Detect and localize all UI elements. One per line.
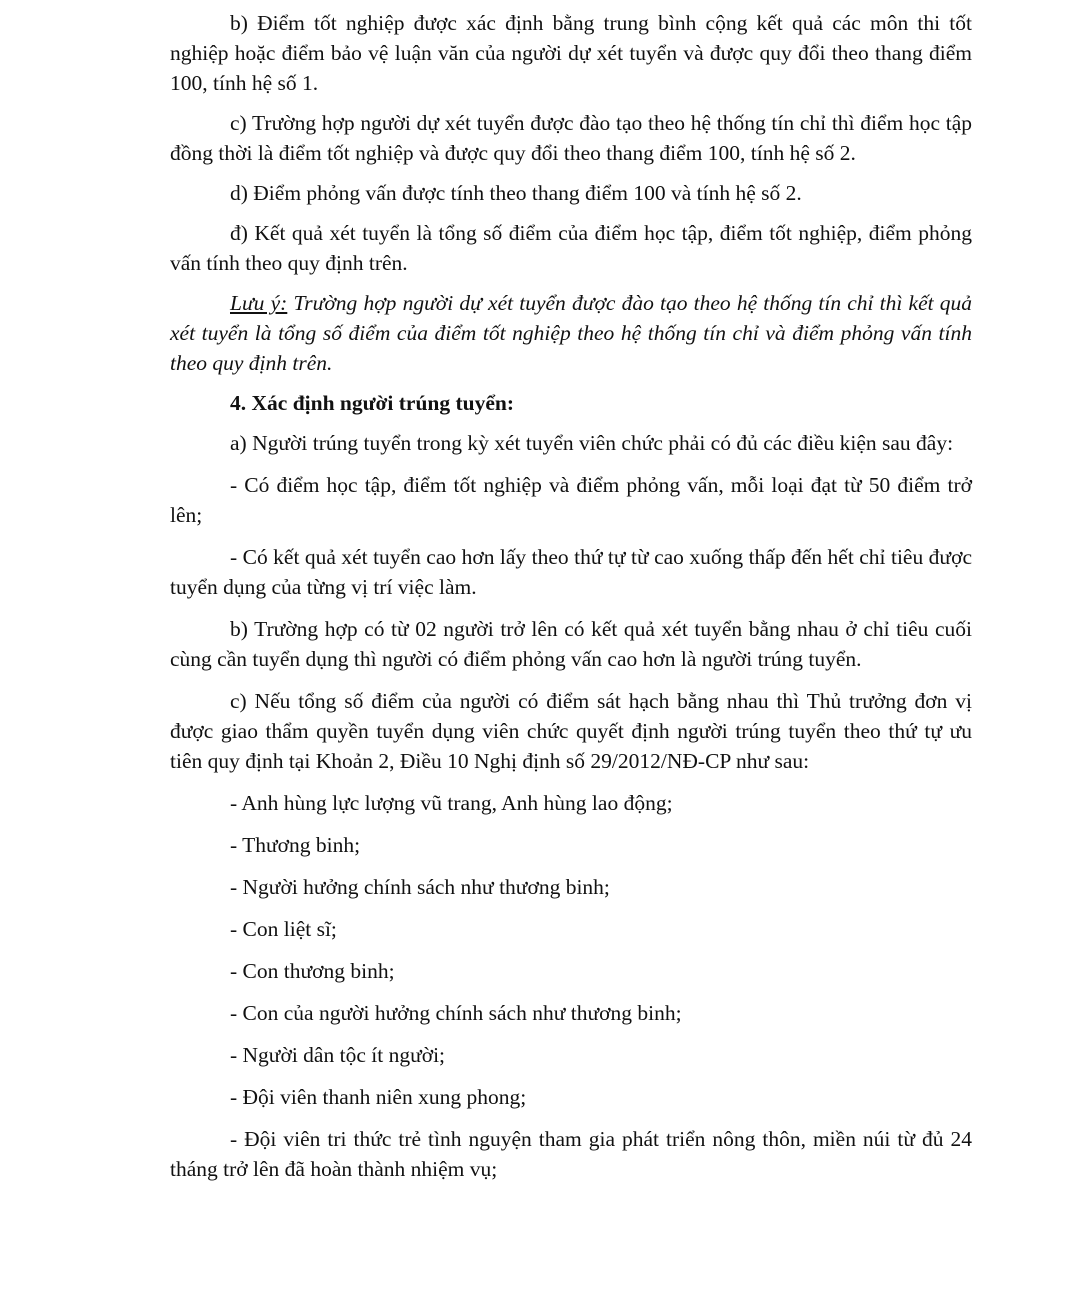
- condition-item: - Có điểm học tập, điểm tốt nghiệp và điểm phỏng vấn, mỗi loại đạt từ 50 điểm trở lên;: [170, 473, 972, 527]
- note-label: Lưu ý:: [230, 291, 288, 315]
- priority-item: - Thương binh;: [230, 833, 361, 857]
- paragraph-4b: b) Trường hợp có từ 02 người trở lên có kết quả xét tuyển bằng nhau ở chỉ tiêu cuối cùng cần tuyển dụng thì người có điểm phỏng vấn cao hơn là người trúng tuyển.: [170, 617, 972, 671]
- note-paragraph: [170, 288, 972, 378]
- priority-item: - Con của người hưởng chính sách như thương binh;: [230, 1001, 682, 1025]
- paragraph-b: b) Điểm tốt nghiệp được xác định bằng trung bình cộng kết quả các môn thi tốt nghiệp hoặc điểm bảo vệ luận văn của người dự xét tuyển và được quy đổi theo thang điểm 100, tính hệ số 1.: [170, 11, 972, 95]
- priority-item: - Đội viên thanh niên xung phong;: [230, 1085, 527, 1109]
- paragraph-d: d) Điểm phỏng vấn được tính theo thang điểm 100 và tính hệ số 2.: [230, 181, 802, 205]
- paragraph-4a: a) Người trúng tuyển trong kỳ xét tuyển viên chức phải có đủ các điều kiện sau đây:: [230, 431, 954, 455]
- priority-item: - Người dân tộc ít người;: [230, 1043, 446, 1067]
- note-text: Trường hợp người dự xét tuyển được đào tạo theo hệ thống tín chỉ thì kết quả xét tuyển là tổng số điểm của điểm tốt nghiệp theo hệ thống tín chỉ và điểm phỏng vấn tính theo quy định trên.: [170, 291, 972, 375]
- paragraph-dd: đ) Kết quả xét tuyển là tổng số điểm của điểm học tập, điểm tốt nghiệp, điểm phỏng vấn tính theo quy định trên.: [170, 221, 972, 275]
- priority-item: - Con thương binh;: [230, 959, 395, 983]
- paragraph-4c: c) Nếu tổng số điểm của người có điểm sát hạch bằng nhau thì Thủ trưởng đơn vị được giao thẩm quyền tuyển dụng viên chức quyết định người trúng tuyển theo thứ tự ưu tiên quy định tại Khoản 2, Điều 10 Nghị định số 29/2012/NĐ-CP như sau:: [170, 689, 972, 773]
- priority-item: - Anh hùng lực lượng vũ trang, Anh hùng lao động;: [230, 791, 673, 815]
- priority-item: - Người hưởng chính sách như thương binh;: [230, 875, 610, 899]
- paragraph-c: c) Trường hợp người dự xét tuyển được đào tạo theo hệ thống tín chỉ thì điểm học tập đồng thời là điểm tốt nghiệp và được quy đổi theo thang điểm 100, tính hệ số 2.: [170, 111, 972, 165]
- priority-item: - Đội viên tri thức trẻ tình nguyện tham gia phát triển nông thôn, miền núi từ đủ 24 tháng trở lên đã hoàn thành nhiệm vụ;: [170, 1127, 972, 1181]
- section-heading-4: 4. Xác định người trúng tuyển:: [230, 391, 515, 415]
- priority-item: - Con liệt sĩ;: [230, 917, 337, 941]
- condition-item: - Có kết quả xét tuyển cao hơn lấy theo thứ tự từ cao xuống thấp đến hết chỉ tiêu được tuyển dụng của từng vị trí việc làm.: [170, 545, 972, 599]
